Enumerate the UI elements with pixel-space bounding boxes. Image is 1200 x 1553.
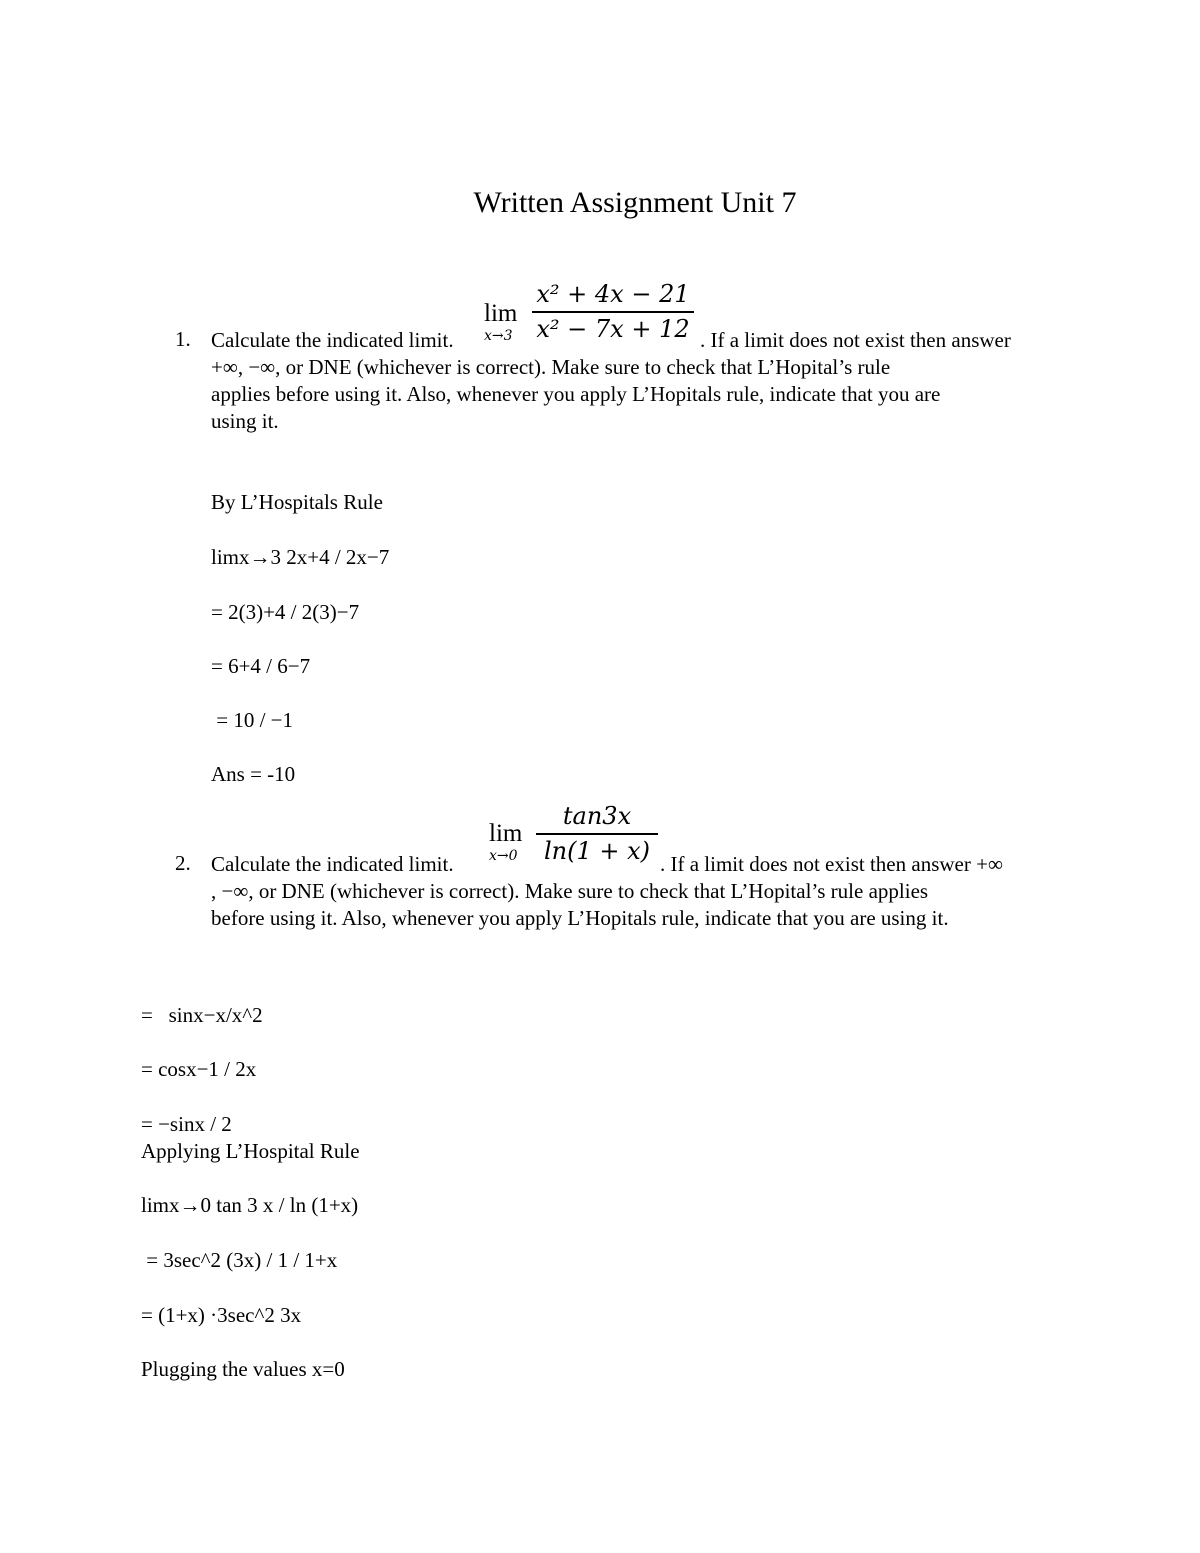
question-text-line3: applies before using it. Also, whenever you apply L’Hopitals rule, indicate that you are [211,382,941,406]
limit-operator: lim [484,300,518,327]
solution-step: = 2(3)+4 / 2(3)−7 [211,600,360,624]
solution-step: = 3sec^2 (3x) / 1 / 1+x [141,1248,338,1272]
solution-step: = 10 / −1 [211,708,294,732]
question-text-line4: using it. [211,409,279,433]
solution-step: limx→3 2x+4 / 2x−7 [211,545,390,569]
solution-step: = (1+x) ·3sec^2 3x [141,1303,302,1327]
solution-step: By L’Hospitals Rule [211,490,383,514]
question-text-line2: , −∞, or DNE (whichever is correct). Make sure to check that L’Hopital’s rule applies [211,879,929,903]
solution-step: = −sinx / 2 [141,1112,232,1136]
fraction-numerator: x² + 4x − 21 [536,280,690,308]
limit-fraction [532,280,694,343]
question-text-after: . If a limit does not exist then answer +∞ [660,852,1003,876]
fraction-numerator: tan3x [562,802,632,830]
question-text-line3: before using it. Also, whenever you apply L’Hopitals rule, indicate that you are using it. [211,906,949,930]
fraction-denominator: x² − 7x + 12 [536,314,690,343]
limit-fraction [536,802,658,865]
solution-heading: Applying L’Hospital Rule [141,1139,360,1163]
solution-step: limx→0 tan 3 x / ln (1+x) [141,1193,359,1217]
question-text-after: . If a limit does not exist then answer [700,328,1011,352]
solution-step: Plugging the values x=0 [141,1357,345,1381]
page-title: Written Assignment Unit 7 [473,186,797,219]
limit-subscript: x→0 [489,848,518,864]
question-number: 2. [175,851,191,875]
answer: Ans = -10 [211,762,296,786]
fraction-bar [532,311,694,313]
question-lead: Calculate the indicated limit. [211,852,454,876]
fraction-bar [536,833,658,835]
limit-operator: lim [489,820,523,847]
question-number: 1. [175,327,191,351]
solution-step: = sinx−x/x^2 [141,1003,263,1027]
solution-step: = 6+4 / 6−7 [211,654,311,678]
solution-step: = cosx−1 / 2x [141,1057,257,1081]
fraction-denominator: ln(1 + x) [543,836,651,865]
limit-subscript: x→3 [484,328,513,344]
question-lead: Calculate the indicated limit. [211,328,454,352]
question-text-line2: +∞, −∞, or DNE (whichever is correct). Make sure to check that L’Hopital’s rule [211,355,891,379]
